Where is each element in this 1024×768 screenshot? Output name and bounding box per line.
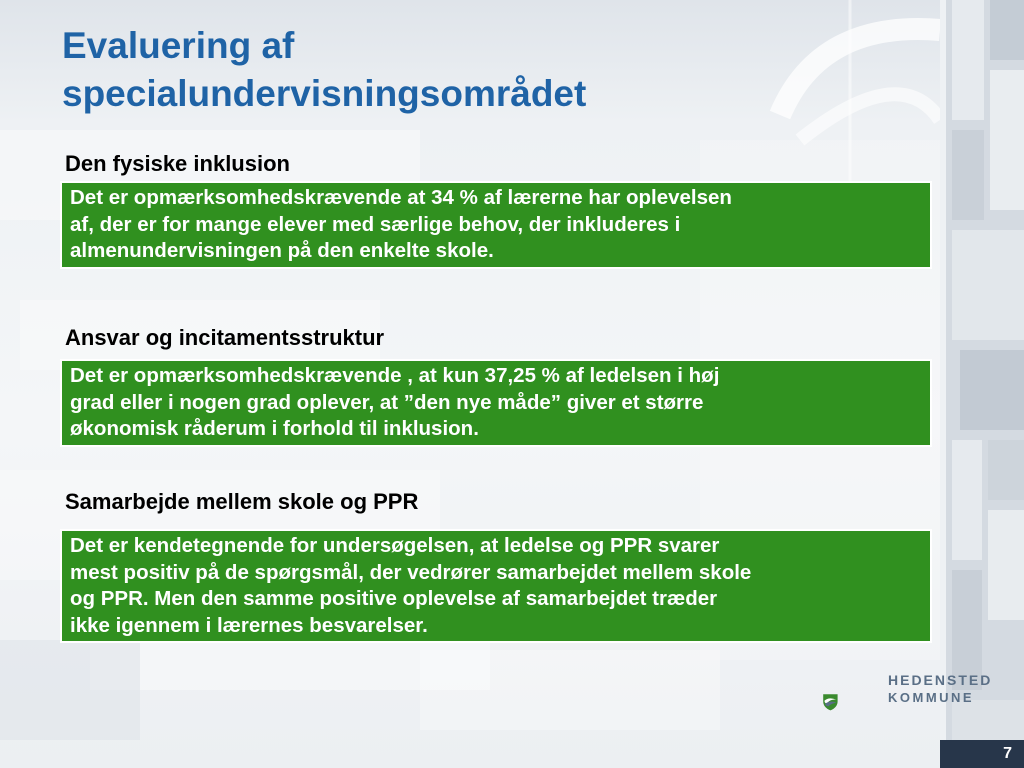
finding-line: almenundervisningen på den enkelte skole. [70,239,494,262]
page-number-box [940,740,1024,768]
finding-line: grad eller i nogen grad oplever, at ”den nye måde” giver et større [70,390,704,414]
section-heading-samarbejde: Samarbejde mellem skole og PPR [65,489,419,514]
finding-box-fysiske-inklusion [60,181,932,269]
finding-line: og PPR. Men den samme positive oplevelse af samarbejdet træder [70,587,718,610]
finding-line: mest positiv på de spørgsmål, der vedrører samarbejdet mellem skole [70,560,752,584]
finding-box-samarbejde [60,529,932,643]
slide-title [62,22,586,118]
sidebar-pattern [940,0,1024,768]
finding-line: økonomisk råderum i forhold til inklusion. [70,417,479,440]
section-heading-fysiske-inklusion: Den fysiske inklusion [65,151,290,176]
finding-line: af, der er for mange elever med særlige behov, der inkluderes i [70,212,681,236]
section-heading-ansvar: Ansvar og incitamentsstruktur [65,325,385,350]
finding-box-ansvar [60,359,932,447]
logo-text-hedensted: HEDENSTED [888,672,993,688]
finding-line: ikke igennem i lærernes besvarelser. [70,613,428,637]
hedensted-shield-icon [822,672,882,732]
finding-line: Det er kendetegnende for undersøgelsen, at ledelse og PPR svarer [70,534,720,557]
page-number: 7 [1003,745,1012,762]
finding-line: Det er opmærksomhedskrævende , at kun 37,25 % af ledelsen i høj [70,364,720,387]
title-line-1: Evaluering af [62,25,295,66]
finding-line: Det er opmærksomhedskrævende at 34 % af lærerne har oplevelsen [70,186,732,209]
title-line-2: specialundervisningsområdet [62,73,587,114]
logo-text-kommune: KOMMUNE [888,690,975,705]
